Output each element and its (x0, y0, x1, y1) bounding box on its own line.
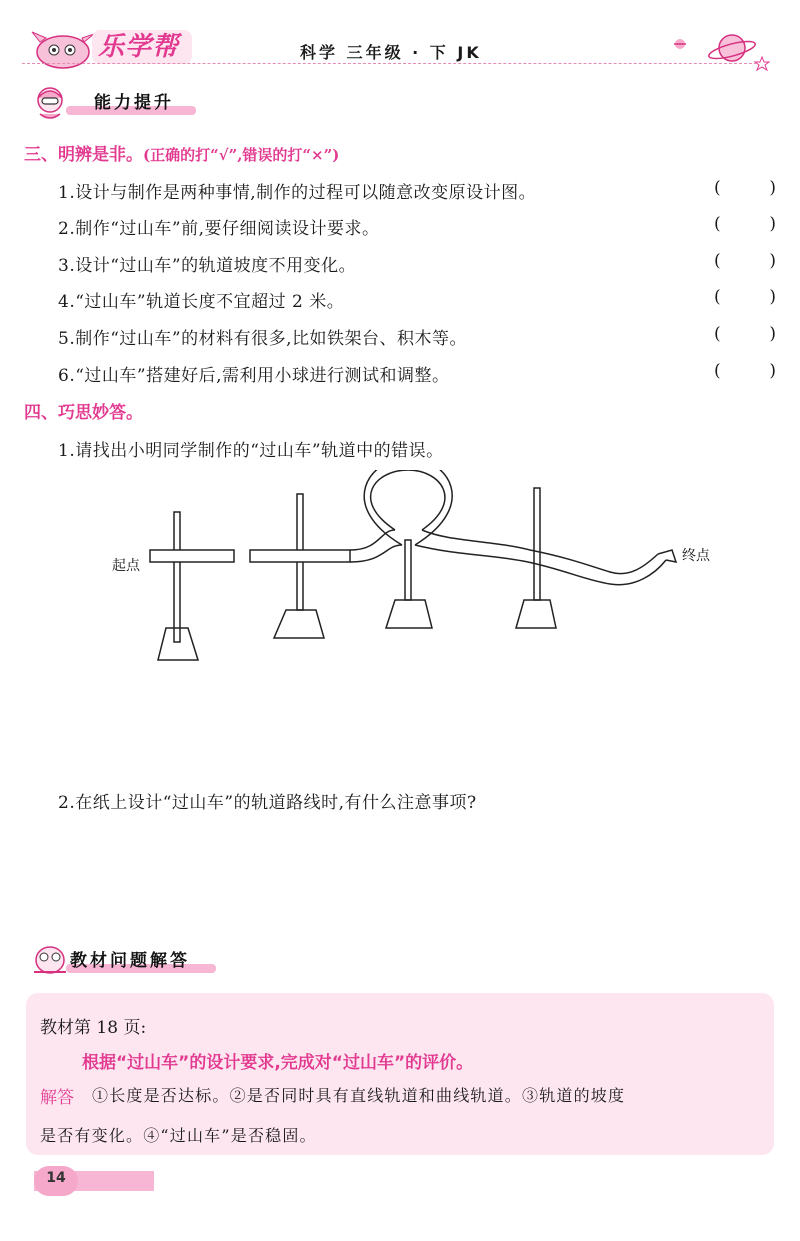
page-number: 14 (46, 1170, 66, 1186)
answer-text-line-1: ①长度是否达标。②是否同时具有直线轨道和曲线轨道。③轨道的坡度 (92, 1086, 626, 1105)
track-segment-start (150, 550, 234, 562)
stand-base-3 (386, 600, 432, 628)
stand-base-2 (274, 610, 324, 638)
true-false-item-4: 4.“过山车”轨道长度不宜超过 2 米。 (58, 292, 345, 312)
answer-blank-3[interactable]: ( ) (714, 251, 776, 271)
answer-blank-5[interactable]: ( ) (714, 324, 776, 344)
textbook-question: 根据“过山车”的设计要求,完成对“过山车”的评价。 (82, 1053, 474, 1073)
track-ramp (350, 530, 402, 562)
section-title-textbook: 教材问题解答 (70, 951, 190, 971)
part4-heading: 四、巧思妙答。 (24, 403, 143, 423)
stand-base-1 (158, 628, 198, 660)
part3-instruction: (正确的打“√”,错误的打“×”) (143, 146, 340, 164)
track-end (658, 550, 676, 562)
true-false-item-3: 3.设计“过山车”的轨道坡度不用变化。 (58, 256, 357, 276)
section-badge-ability (26, 84, 196, 124)
owl-mascot-icon (30, 942, 70, 978)
answer-blank-4[interactable]: ( ) (714, 287, 776, 307)
page-header-title: 科学 三年级 · 下 JK (300, 43, 482, 62)
stand-pole-1 (174, 512, 180, 642)
header-divider (22, 63, 757, 64)
roller-coaster-diagram (110, 470, 730, 670)
question-1: 1.请找出小明同学制作的“过山车”轨道中的错误。 (58, 441, 444, 461)
answer-label: 解答 (40, 1088, 74, 1108)
track-loop (364, 470, 452, 545)
track-segment-2 (250, 550, 350, 562)
answer-blank-2[interactable]: ( ) (714, 214, 776, 234)
stand-pole-4 (534, 488, 540, 600)
section-badge-textbook (26, 942, 226, 982)
textbook-page-ref: 教材第 18 页: (40, 1018, 147, 1038)
stand-pole-3 (405, 540, 411, 600)
stand-base-4 (516, 600, 556, 628)
answer-blank-6[interactable]: ( ) (714, 361, 776, 381)
true-false-item-2: 2.制作“过山车”前,要仔细阅读设计要求。 (58, 219, 380, 239)
answer-blank-1[interactable]: ( ) (714, 178, 776, 198)
end-point-label: 终点 (682, 548, 710, 564)
true-false-item-6: 6.“过山车”搭建好后,需利用小球进行测试和调整。 (58, 366, 450, 386)
answer-text-line-2: 是否有变化。④“过山车”是否稳固。 (40, 1126, 317, 1145)
girl-mascot-icon (32, 84, 68, 122)
true-false-item-5: 5.制作“过山车”的材料有很多,比如铁架台、积木等。 (58, 329, 468, 349)
part3-heading-row (24, 140, 339, 165)
section-title-ability: 能力提升 (94, 93, 174, 113)
question-2: 2.在纸上设计“过山车”的轨道路线时,有什么注意事项? (58, 793, 477, 813)
true-false-item-1: 1.设计与制作是两种事情,制作的过程可以随意改变原设计图。 (58, 183, 537, 203)
brand-logo-text: 乐学帮 (98, 32, 180, 62)
start-point-label: 起点 (112, 558, 140, 574)
track-wave (528, 550, 666, 585)
planet-icon (660, 28, 770, 72)
track-loop-exit (415, 530, 530, 562)
part3-heading: 三、明辨是非。 (24, 145, 143, 165)
